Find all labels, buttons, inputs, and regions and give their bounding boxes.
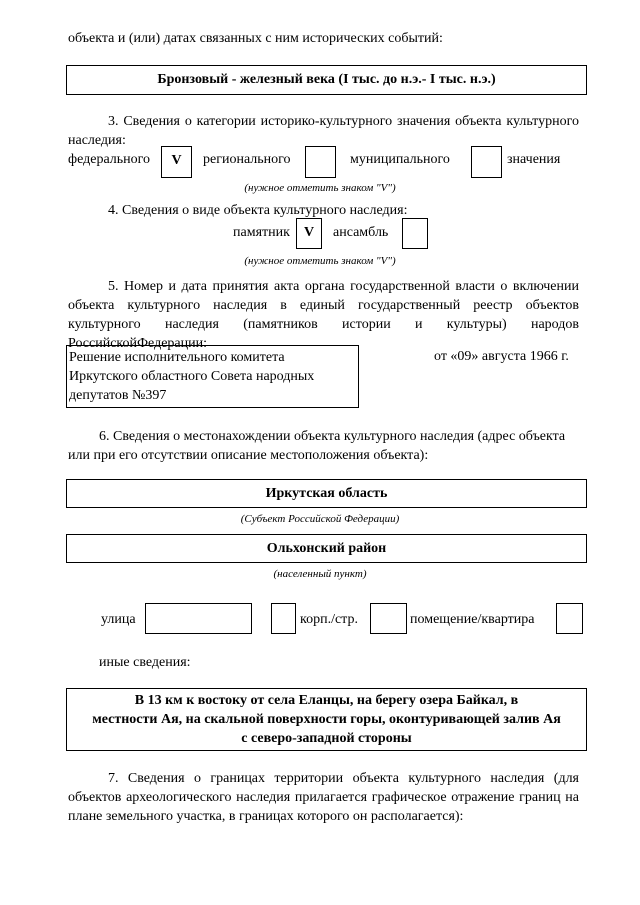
other-line-3: с северо-западной стороны [241,731,412,746]
street-label: улица [101,612,136,627]
act-field [66,345,359,408]
act-line-1: Решение исполнительного комитета [69,350,285,365]
section6-heading: 6. Сведения о местонахождении объекта культурного наследия (адрес объекта или при его отсутствии описание местоположения объекта): [68,429,566,463]
federal-checkbox[interactable]: V [161,146,192,178]
subject-field: Иркутская область [66,479,587,508]
house-field[interactable] [271,603,296,634]
act-line-3: депутатов №397 [69,388,167,403]
subject-caption: (Субъект Российской Федерации) [240,513,400,525]
ensemble-checkbox[interactable] [402,218,428,249]
building-label: корп./стр. [300,612,358,627]
regional-checkbox[interactable] [305,146,336,178]
act-line-2: Иркутского областного Совета народных [69,369,315,384]
other-line-1: В 13 км к востоку от села Еланцы, на берегу озера Байкал, в [134,693,519,708]
section4-heading: 4. Сведения о виде объекта культурного наследия: [108,203,408,218]
other-info-field [66,688,587,751]
street-field[interactable] [145,603,252,634]
federal-label: федерального [68,152,151,167]
intro-line: объекта и (или) датах связанных с ним исторических событий: [68,31,443,46]
monument-label: памятник [233,225,290,240]
settlement-field: Ольхонский район [66,534,587,563]
section7-heading: 7. Сведения о границах территории объекта культурного наследия (для объектов археологического наследия прилагается графическое отражение границ на плане земельного участка, в границах которого он располагается): [68,771,579,824]
other-label: иные сведения: [99,655,191,670]
ensemble-label: ансамбль [333,225,389,240]
apartment-label: помещение/квартира [410,612,535,627]
settlement-caption: (населенный пункт) [273,568,367,580]
apartment-field[interactable] [556,603,583,634]
municipal-label: муниципального [350,152,450,167]
section5-heading: 5. Номер и дата принятия акта органа государственной власти о включении объекта культурного наследия в единый государственный реестр объектов культурного наследия (памятников истории и культуры) народов РоссийскойФедерации: [68,279,579,351]
section3-hint: (нужное отметить знаком "V") [244,182,396,194]
other-line-2: местности Ая, на скальной поверхности горы, оконтуривающей залив Ая [92,712,561,727]
section4-hint: (нужное отметить знаком "V") [244,255,396,267]
building-field[interactable] [370,603,407,634]
monument-checkbox[interactable]: V [296,218,322,249]
municipal-checkbox[interactable] [471,146,502,178]
act-date: от «09» августа 1966 г. [434,349,569,364]
period-field: Бронзовый - железный века (I тыс. до н.э.- I тыс. н.э.) [66,65,587,95]
section3-heading: 3. Сведения о категории историко-культурного значения объекта культурного наследия: [68,114,579,148]
regional-label: регионального [203,152,291,167]
significance-label: значения [507,152,561,167]
